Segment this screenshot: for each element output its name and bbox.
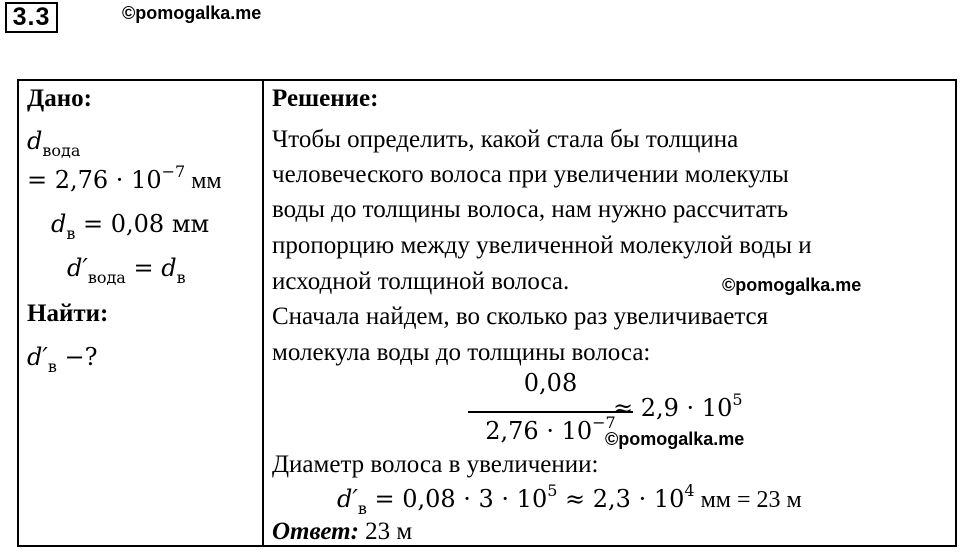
final-sub: в xyxy=(357,499,367,518)
d-water-symbol: d xyxy=(27,127,43,155)
d-hair-value: = 0,08 мм xyxy=(75,210,210,238)
watermark-lower: ©pomogalka.me xyxy=(605,429,745,449)
d-water-value: = 2,76 · 10 xyxy=(27,166,162,194)
solution-line-7: молекула воды до толщины волоса: xyxy=(272,339,651,366)
solution-line-5: исходной толщиной волоса. xyxy=(272,268,570,295)
fraction-numerator: 0,08 xyxy=(523,369,578,397)
fraction-denominator-base: 2,76 · 10 xyxy=(485,417,593,445)
find-heading: Найти: xyxy=(27,300,109,327)
given-d-water-new xyxy=(67,253,186,286)
solution-line-3: воды до толщины волоса, нам нужно рассчитать xyxy=(272,196,789,223)
d-hair-symbol: d xyxy=(51,210,67,238)
d-water-sub: вода xyxy=(42,141,81,160)
given-d-hair xyxy=(51,209,209,242)
d-hair-sub: в xyxy=(66,224,76,243)
final-symbol: d′ xyxy=(337,485,358,513)
column-divider xyxy=(262,81,264,545)
d-water-new-eq: = d xyxy=(125,254,177,282)
find-sub: в xyxy=(47,357,57,376)
find-expression xyxy=(27,342,97,375)
final-expr-3: мм = 23 м xyxy=(694,487,802,513)
find-question: −? xyxy=(56,343,98,371)
find-symbol: d′ xyxy=(27,343,48,371)
given-d-water-value xyxy=(27,162,222,198)
d-water-unit: мм xyxy=(185,168,222,194)
solution-line-4: пропорцию между увеличенной молекулой воды и xyxy=(272,232,812,259)
solution-line-2: человеческого волоса при увеличении молекулы xyxy=(272,161,789,188)
given-heading: Дано: xyxy=(27,85,92,112)
watermark-top: ©pomogalka.me xyxy=(122,3,262,23)
problem-number: 3.3 xyxy=(5,2,58,33)
solution-line-1: Чтобы определить, какой стала бы толщина xyxy=(272,126,739,153)
final-expr-1: = 0,08 · 3 · 10 xyxy=(366,485,548,513)
fraction-denominator-exp: −7 xyxy=(592,413,616,432)
diameter-line: Диаметр волоса в увеличении: xyxy=(272,451,599,478)
answer-line xyxy=(272,517,412,547)
given-d-water xyxy=(27,126,80,159)
answer-label: Ответ: xyxy=(272,518,359,545)
answer-value: 23 м xyxy=(358,518,413,545)
final-expression xyxy=(337,481,802,518)
d-water-new-symbol: d′ xyxy=(67,254,88,282)
watermark-middle: ©pomogalka.me xyxy=(722,275,862,295)
fraction-result xyxy=(613,390,743,426)
fraction-result-exp: 5 xyxy=(732,390,743,409)
solution-table xyxy=(17,79,957,547)
d-water-new-sub: вода xyxy=(87,268,126,287)
d-water-new-eq-sub: в xyxy=(176,268,186,287)
final-exp-1: 5 xyxy=(547,481,558,500)
solution-line-6: Сначала найдем, во сколько раз увеличивается xyxy=(272,303,769,330)
final-exp-2: 4 xyxy=(684,481,695,500)
solution-heading: Решение: xyxy=(272,85,379,112)
final-expr-2: ≈ 2,3 · 10 xyxy=(557,485,685,513)
d-water-exp: −7 xyxy=(161,162,186,181)
fraction-result-base: ≈ 2,9 · 10 xyxy=(613,394,733,422)
